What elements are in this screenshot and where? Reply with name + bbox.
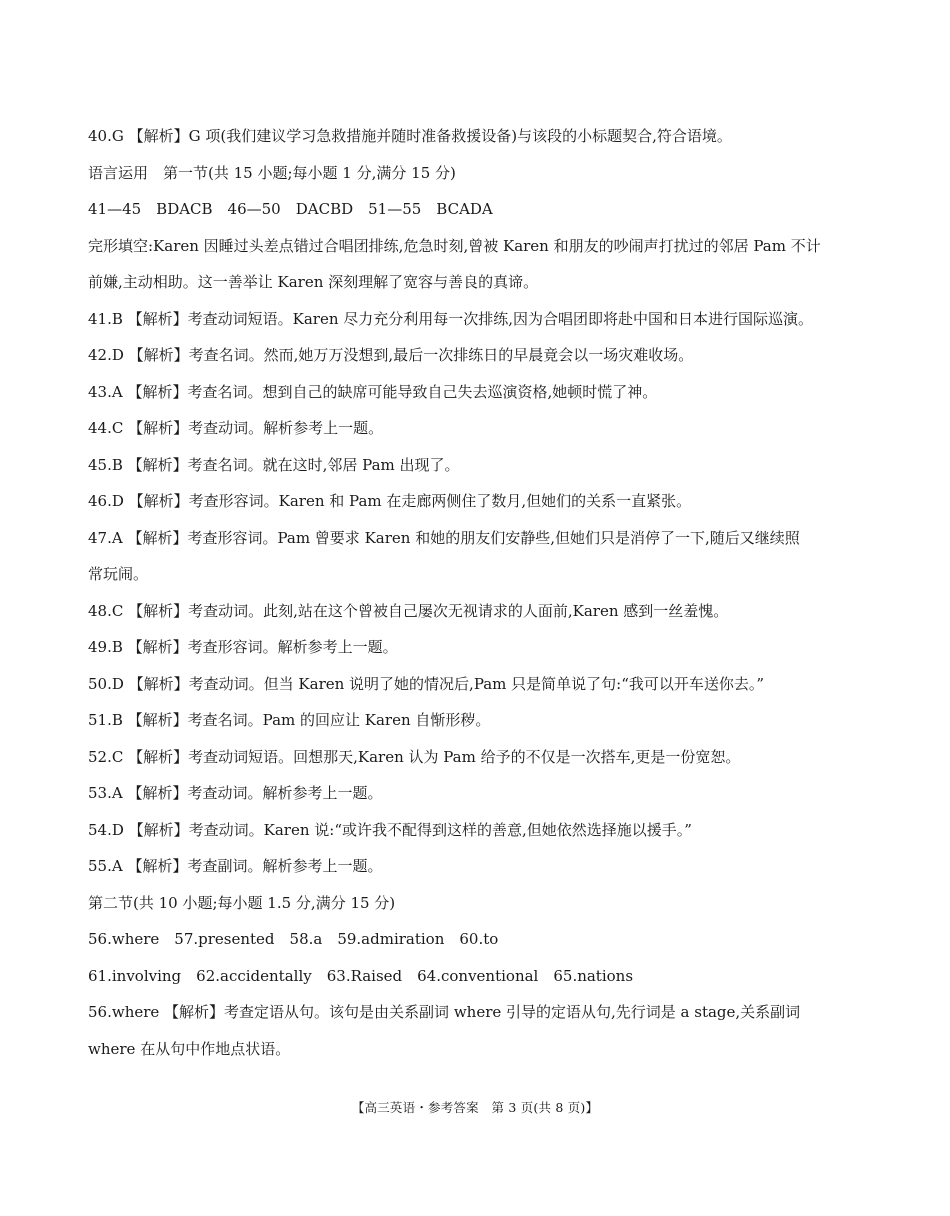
answer-key-body — [88, 118, 878, 1067]
text-line: 54.D 【解析】考查动词。Karen 说:“或许我不配得到这样的善意,但她依然选择施以援手。” — [88, 820, 692, 839]
text-line: 45.B 【解析】考查名词。就在这时,邻居 Pam 出现了。 — [88, 455, 460, 474]
answer-summary: 56.where 57.presented 58.a 59.admiration 60.to — [88, 930, 499, 948]
text-line: 55.A 【解析】考查副词。解析参考上一题。 — [88, 857, 383, 875]
text-line: 43.A 【解析】考查名词。想到自己的缺席可能导致自己失去巡演资格,她顿时慌了神。 — [88, 382, 658, 401]
text-line: 50.D 【解析】考查动词。但当 Karen 说明了她的情况后,Pam 只是简单说了句:“我可以开车送你去。” — [88, 674, 765, 693]
text-line: 48.C 【解析】考查动词。此刻,站在这个曾被自己屡次无视请求的人面前,Karen 感到一丝羞愧。 — [88, 601, 729, 620]
text-line: 47.A 【解析】考查形容词。Pam 曾要求 Karen 和她的朋友们安静些,但她们只是消停了一下,随后又继续照 — [88, 528, 800, 547]
section-heading: 第二节(共 10 小题;每小题 1.5 分,满分 15 分) — [88, 893, 396, 912]
answer-summary: 41—45 BDACB 46—50 DACBD 51—55 BCADA — [88, 200, 493, 218]
text-line: 51.B 【解析】考查名词。Pam 的回应让 Karen 自惭形秽。 — [88, 711, 491, 729]
text-line: 前嫌,主动相助。这一善举让 Karen 深刻理解了宽容与善良的真谛。 — [88, 273, 539, 291]
text-line: 41.B 【解析】考查动词短语。Karen 尽力充分利用每一次排练,因为合唱团即将赴中国和日本进行国际巡演。 — [88, 309, 814, 328]
text-line: where 在从句中作地点状语。 — [88, 1039, 291, 1058]
text-line: 49.B 【解析】考查形容词。解析参考上一题。 — [88, 638, 398, 656]
text-line: 40.G 【解析】G 项(我们建议学习急救措施并随时准备救援设备)与该段的小标题契合,符合语境。 — [88, 127, 732, 145]
page-footer: 【高三英语・参考答案 第 3 页(共 8 页)】 — [351, 1100, 599, 1115]
text-line: 常玩闹。 — [88, 565, 149, 583]
section-heading: 语言运用 第一节(共 15 小题;每小题 1 分,满分 15 分) — [88, 163, 456, 182]
text-line: 46.D 【解析】考查形容词。Karen 和 Pam 在走廊两侧住了数月,但她们的关系一直紧张。 — [88, 492, 692, 510]
text-line: 53.A 【解析】考查动词。解析参考上一题。 — [88, 784, 383, 802]
text-line: 52.C 【解析】考查动词短语。回想那天,Karen 认为 Pam 给予的不仅是一次搭车,更是一份宽恕。 — [88, 747, 741, 766]
text-line: 完形填空:Karen 因睡过头差点错过合唱团排练,危急时刻,曾被 Karen 和朋友的吵闹声打扰过的邻居 Pam 不计 — [88, 236, 821, 255]
answer-summary: 61.involving 62.accidentally 63.Raised 64.conventional 65.nations — [88, 966, 634, 985]
text-line: 44.C 【解析】考查动词。解析参考上一题。 — [88, 419, 384, 437]
text-line: 42.D 【解析】考查名词。然而,她万万没想到,最后一次排练日的早晨竟会以一场灾难收场。 — [88, 346, 694, 364]
text-line: 56.where 【解析】考查定语从句。该句是由关系副词 where 引导的定语从句,先行词是 a stage,关系副词 — [88, 1003, 801, 1021]
